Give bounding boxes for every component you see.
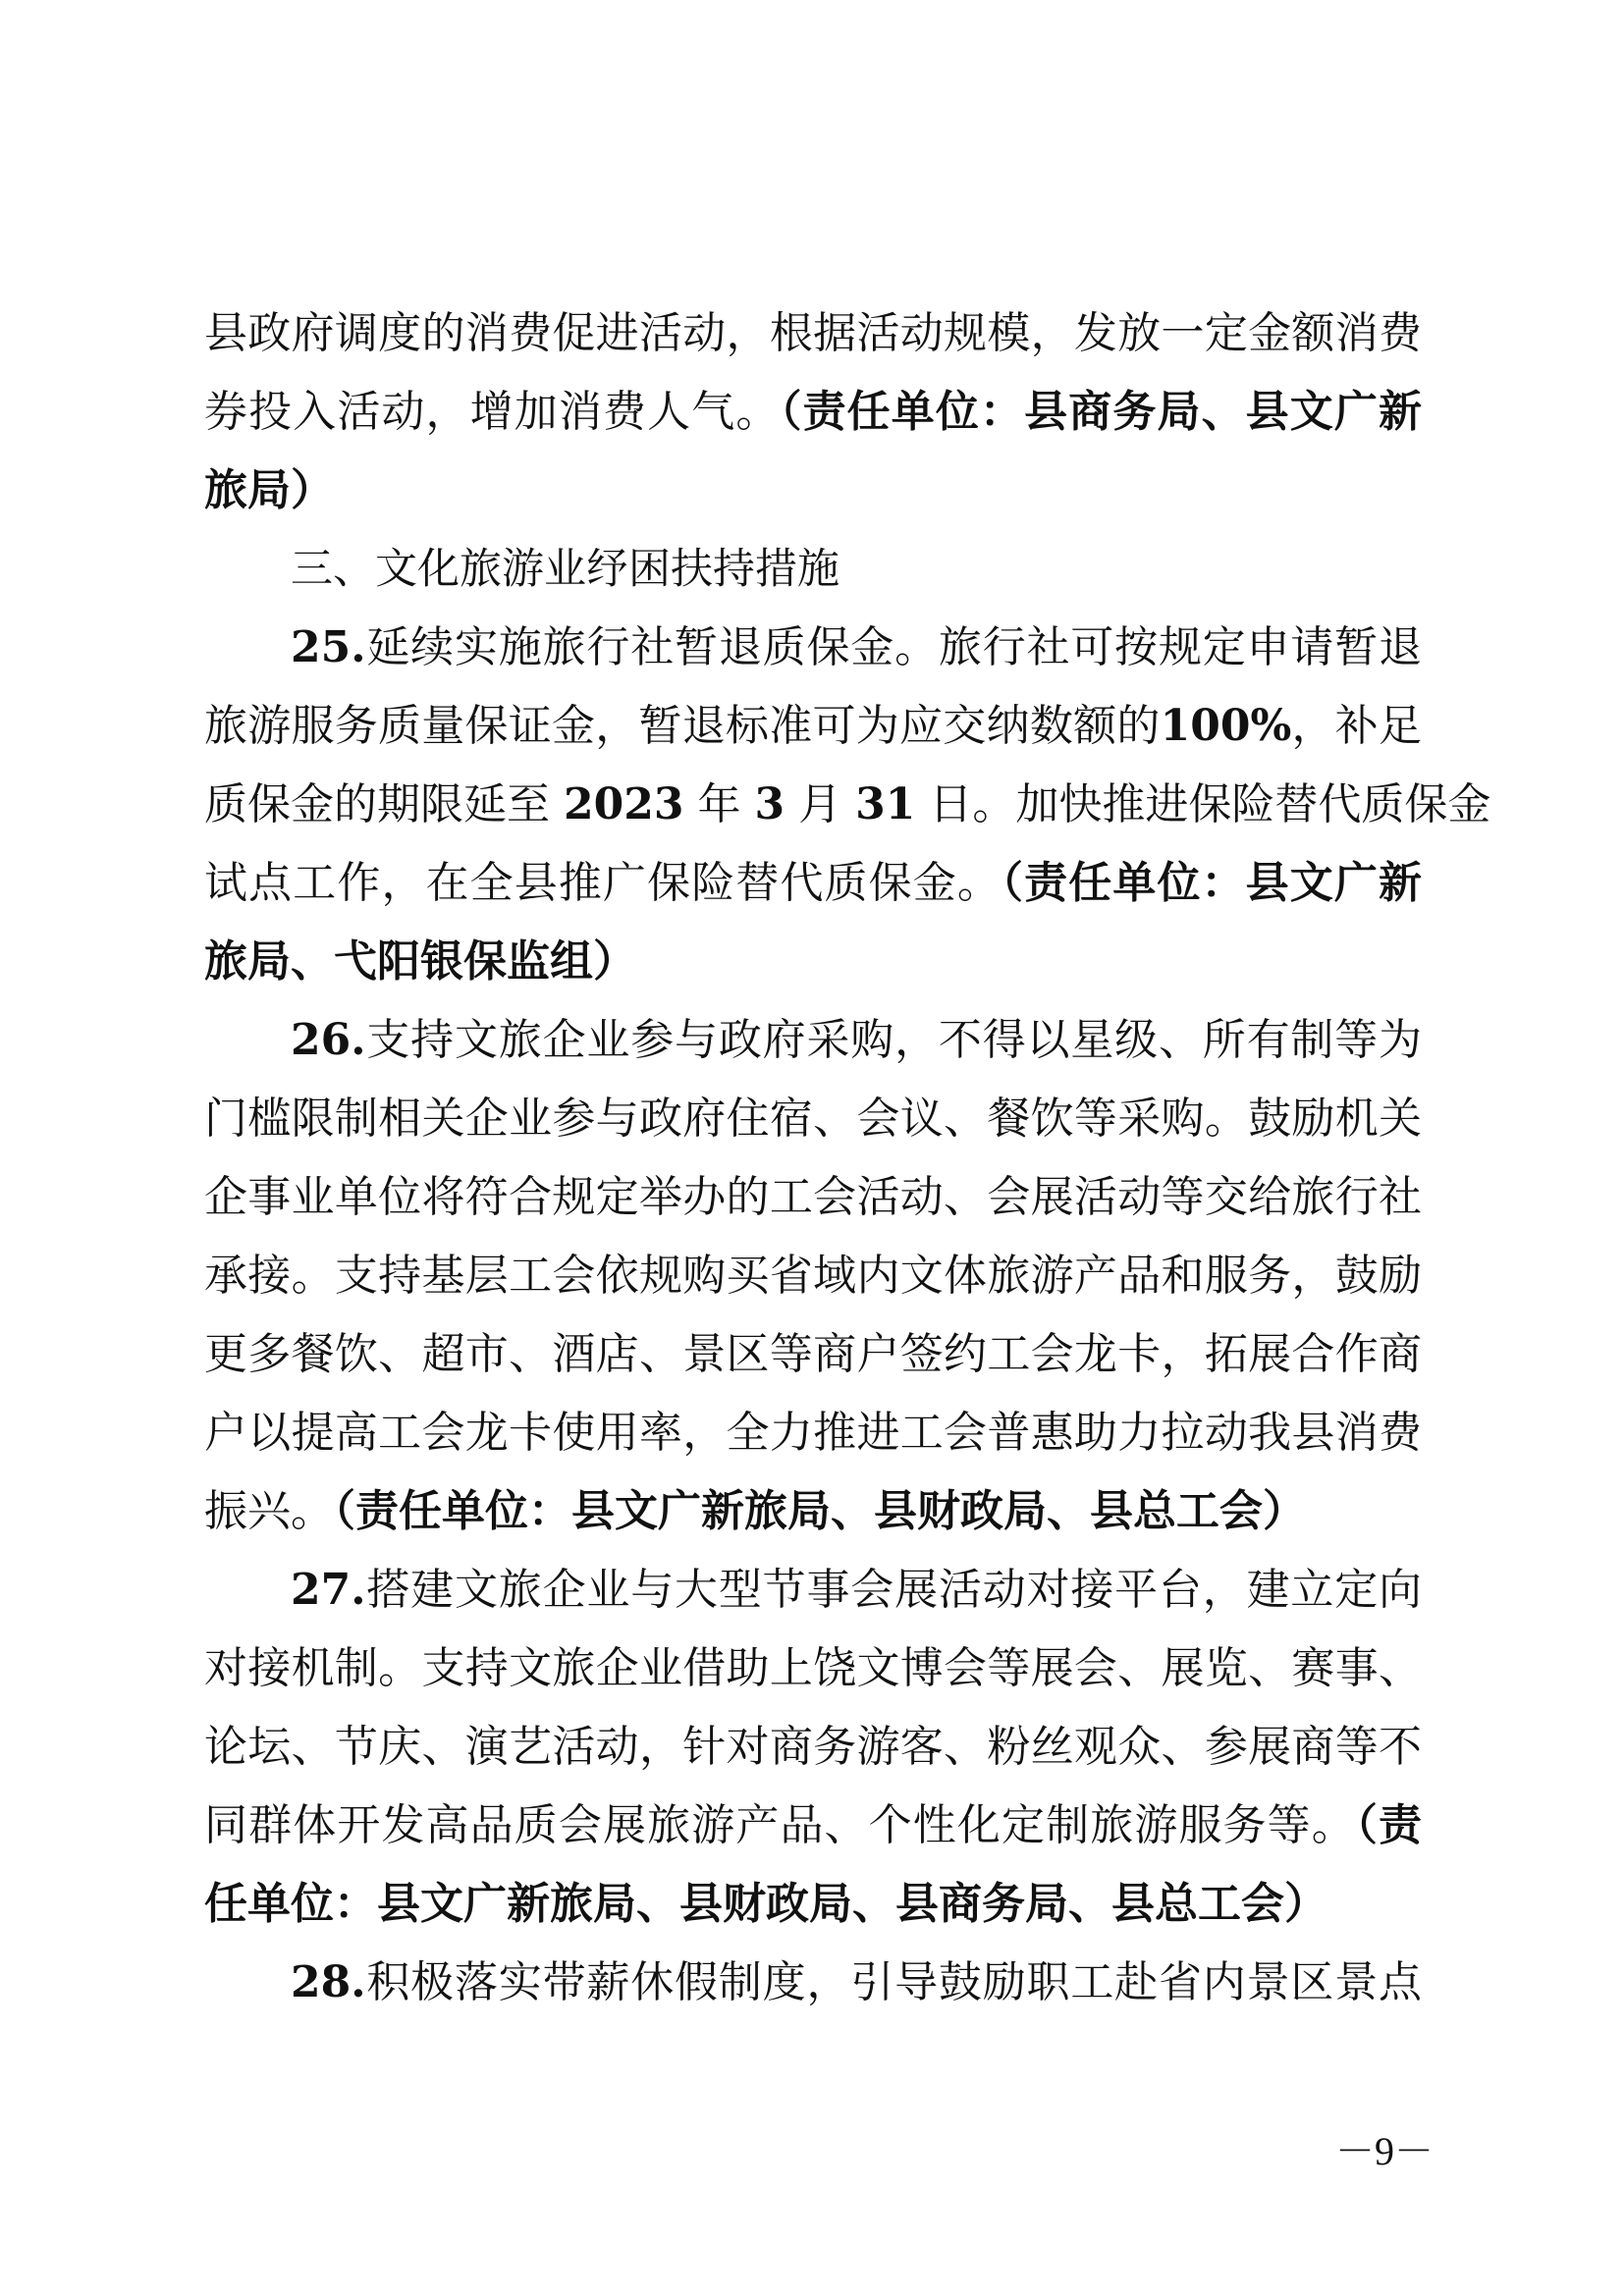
text-line: 企事业单位将符合规定举办的工会活动、会展活动等交给旅行社 [204, 1172, 1422, 1222]
text-line: 旅游服务质量保证金，暂退标准可为应交纳数额的100%，补足 [204, 701, 1423, 751]
text-line: 券投入活动，增加消费人气。（责任单位：县商务局、县文广新 [204, 387, 1423, 437]
section-heading: 三、文化旅游业纾困扶持措施 [291, 545, 839, 594]
text-line: 门槛限制相关企业参与政府住宿、会议、餐饮等采购。鼓励机关 [204, 1094, 1422, 1144]
text-line: 同群体开发高品质会展旅游产品、个性化定制旅游服务等。（责 [204, 1800, 1423, 1850]
responsibility-note: 任单位：县文广新旅局、县财政局、县商务局、县总工会） [204, 1879, 1327, 1929]
text-line: 县政府调度的消费促进活动，根据活动规模，发放一定金额消费 [204, 308, 1422, 358]
page-number: －9－ [1335, 2129, 1434, 2173]
item-25-first-line: 25.延续实施旅行社暂退质保金。旅行社可按规定申请暂退 [291, 622, 1422, 672]
responsibility-note: 旅局、弋阳银保监组） [204, 936, 636, 987]
text-line [204, 923, 1422, 1001]
text-line: 质保金的期限延至 2023 年 3 月 31 日。加快推进保险替代质保金 [204, 779, 1491, 829]
responsibility-note: （责任单位：县文广新旅局、县财政局、县总工会） [334, 1486, 1306, 1536]
document-body [204, 294, 1491, 2022]
item-number: 26. [291, 1015, 366, 1065]
item-number: 27. [291, 1565, 366, 1615]
responsibility-note: 旅局） [204, 465, 334, 515]
item-27-first-line: 27.搭建文旅企业与大型节事会展活动对接平台，建立定向 [291, 1565, 1422, 1615]
item-28-first-line: 28.积极落实带薪休假制度，引导鼓励职工赴省内景区景点 [291, 1957, 1422, 2007]
text-line: 试点工作，在全县推广保险替代质保金。（责任单位：县文广新 [204, 858, 1422, 908]
text-line: 论坛、节庆、演艺活动，针对商务游客、粉丝观众、参展商等不 [204, 1722, 1422, 1772]
text-line: 户以提高工会龙卡使用率，全力推进工会普惠助力拉动我县消费 [204, 1408, 1422, 1458]
item-number: 25. [291, 622, 366, 672]
responsibility-note: （责任单位：县文广新 [1001, 858, 1422, 908]
text-line [204, 452, 1422, 530]
item-number: 28. [291, 1957, 366, 2007]
item-26-first-line: 26.支持文旅企业参与政府采购，不得以星级、所有制等为 [291, 1015, 1422, 1065]
text-line: 更多餐饮、超市、酒店、景区等商户签约工会龙卡，拓展合作商 [204, 1329, 1422, 1379]
text-line: 振兴。（责任单位：县文广新旅局、县财政局、县总工会） [204, 1486, 1306, 1536]
responsibility-note: （责任单位：县商务局、县文广新 [780, 387, 1423, 437]
text-line [204, 1865, 1422, 1944]
text-line: 对接机制。支持文旅企业借助上饶文博会等展会、展览、赛事、 [204, 1643, 1422, 1693]
text-line: 承接。支持基层工会依规购买省域内文体旅游产品和服务，鼓励 [204, 1251, 1422, 1301]
responsibility-note: （责 [1355, 1800, 1423, 1850]
